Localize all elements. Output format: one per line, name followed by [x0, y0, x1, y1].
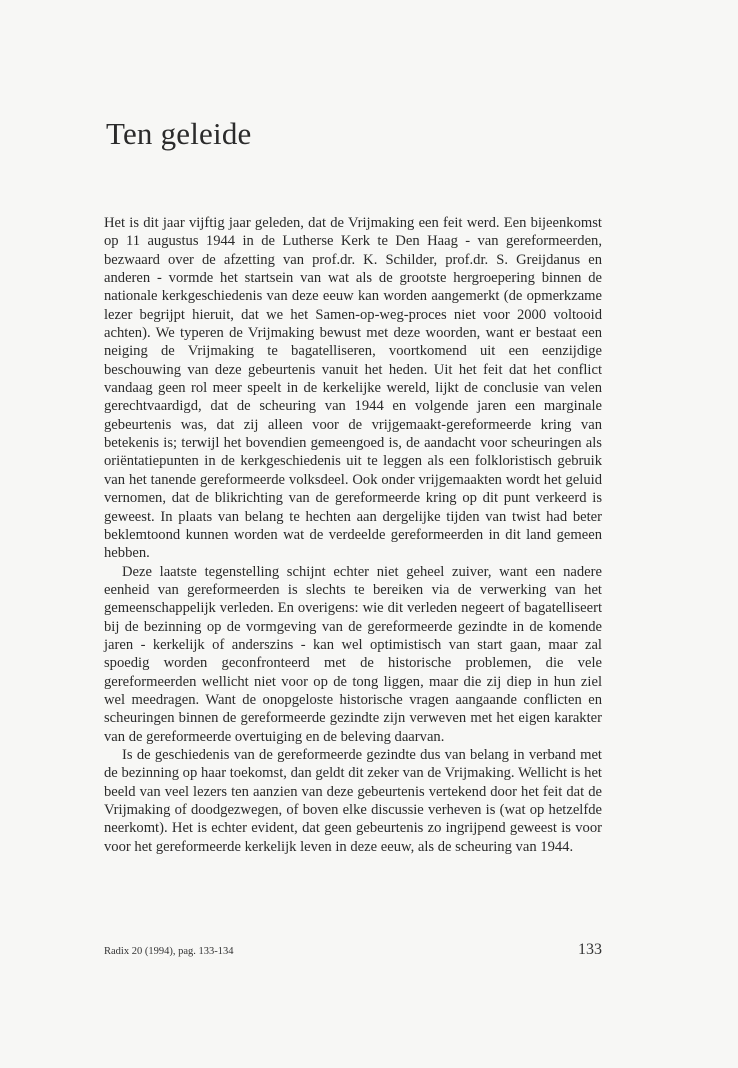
page-title: Ten geleide [106, 116, 252, 151]
paragraph-1: Het is dit jaar vijftig jaar geleden, dat de Vrijmaking een feit werd. Een bijeenkomst op 11 augustus 1944 in de Lutherse Kerk te Den Haag - van gereformeerden, bezwaard over de afzetting van prof.dr. K. Schilder, prof.dr. S. Greijdanus en anderen - vormde het startsein van wat als de grootste hergroepering binnen de nationale kerkgeschiedenis van deze eeuw kan worden aangemerkt (de opmerkzame lezer begrijpt hieruit, dat we het Samen-op-weg-proces niet voor 2000 voltooid achten). We typeren de Vrijmaking bewust met deze woorden, want er bestaat een neiging de Vrijmaking te bagatelliseren, voortkomend uit een eenzijdige beschouwing van deze gebeurtenis vanuit het heden. Uit het feit dat het conflict vandaag geen rol meer speelt in de kerkelijke wereld, lijkt de conclusie van velen gerechtvaardigd, dat de scheuring van 1944 en volgende jaren een marginale gebeurtenis was, dat zij alleen voor de vrijgemaakt-gereformeerde kring van betekenis is; terwijl het bovendien gemeengoed is, de aandacht voor scheuringen als oriëntatiepunten in de kerkgeschiedenis uit te leggen als een folkloristisch gebruik van het tanende gereformeerde volksdeel. Ook onder vrijgemaakten wordt het geluid vernomen, dat de blikrichting van de gereformeerde kring op dit punt verkeerd is geweest. In plaats van belang te hechten aan dergelijke tijden van twist had beter beklemtoond kunnen worden wat de verdeelde gereformeerden in dit land gemeen hebben. [104, 215, 602, 562]
article-body [104, 214, 602, 856]
page-number: 133 [578, 941, 602, 958]
paragraph-3: Is de geschiedenis van de gereformeerde gezindte dus van belang in verband met de bezinning op haar toekomst, dan geldt dit zeker van de Vrijmaking. Wellicht is het beeld van veel lezers ten aanzien van deze gebeurtenis vertekend door het feit dat de Vrijmaking of doodgezwegen, of boven elke discussie verheven is (wat op hetzelfde neerkomt). Het is echter evident, dat geen gebeurtenis zo ingrijpend geweest is voor voor het gereformeerde kerkelijk leven in deze eeuw, als de scheuring van 1944. [104, 746, 602, 855]
paragraph-2: Deze laatste tegenstelling schijnt echter niet geheel zuiver, want een nadere eenheid van gereformeerden is slechts te bereiken via de verwerking van het gemeenschappelijk verleden. En overigens: wie dit verleden negeert of bagatelliseert bij de bezinning op de vormgeving van de gereformeerde gezindte in de komende jaren - kerkelijk of anderszins - kan wel optimistisch van start gaan, maar zal spoedig worden geconfronteerd met de historische problemen, die vele gereformeerden wellicht niet voor op de tong liggen, maar die zij diep in hun ziel wel meedragen. Want de onopgeloste historische vragen aangaande conflicten en scheuringen binnen de gereformeerde gezindte zijn verweven met het eigen karakter van de gereformeerde overtuiging en de beleving daarvan. [104, 563, 602, 745]
journal-citation: Radix 20 (1994), pag. 133-134 [104, 946, 234, 957]
